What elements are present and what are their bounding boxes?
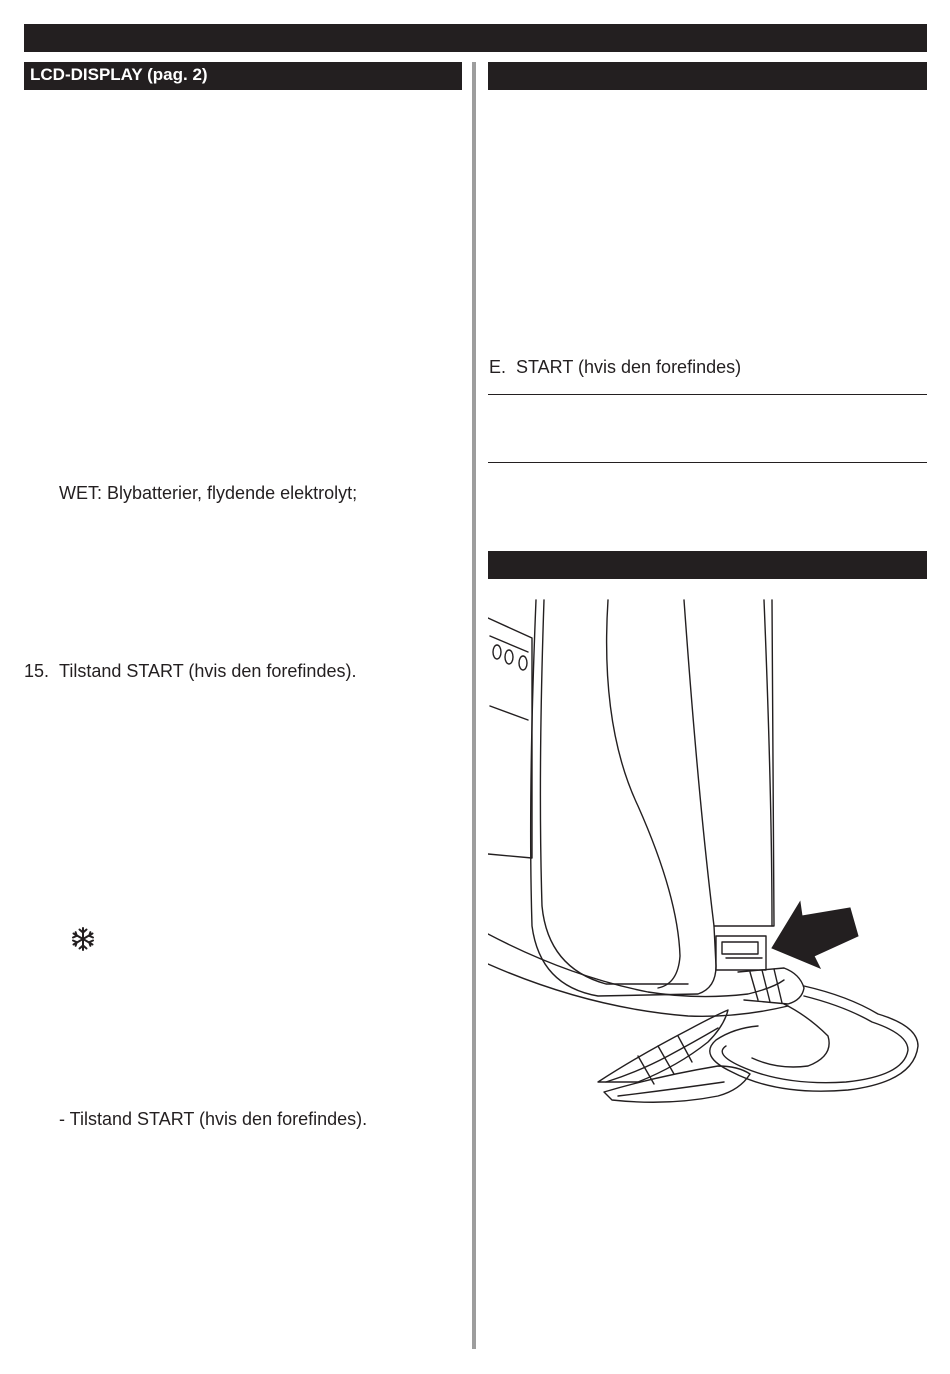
dash-item-start-mode: - Tilstand START (hvis den forefindes). (59, 1109, 368, 1129)
snowflake-icon (70, 926, 96, 952)
top-banner (24, 24, 927, 52)
cable (710, 986, 918, 1091)
item-e-text: START (hvis den forefindes) (516, 357, 742, 377)
charger-illustration (488, 596, 928, 1108)
clamp-2 (604, 1066, 750, 1102)
column-divider (472, 62, 476, 1349)
device-base (488, 934, 784, 997)
section-title: LCD-DISPLAY (pag. 2) (30, 65, 208, 84)
cable-plug (738, 968, 804, 1004)
rule-1 (488, 394, 927, 395)
section-header-lcd-display (24, 62, 462, 90)
item-e-letter: E. (489, 357, 507, 377)
item-15-number: 15. (24, 661, 50, 681)
device-back-panel (488, 618, 532, 858)
clamp-1 (598, 1010, 728, 1082)
arrow-icon (772, 902, 858, 968)
section-header-right-top (488, 62, 927, 90)
wet-battery-text: WET: Blybatterier, flydende elektrolyt; (59, 483, 358, 503)
section-header-right-middle (488, 551, 927, 579)
item-15-text: Tilstand START (hvis den forefindes). (59, 661, 357, 681)
rule-2 (488, 462, 927, 463)
